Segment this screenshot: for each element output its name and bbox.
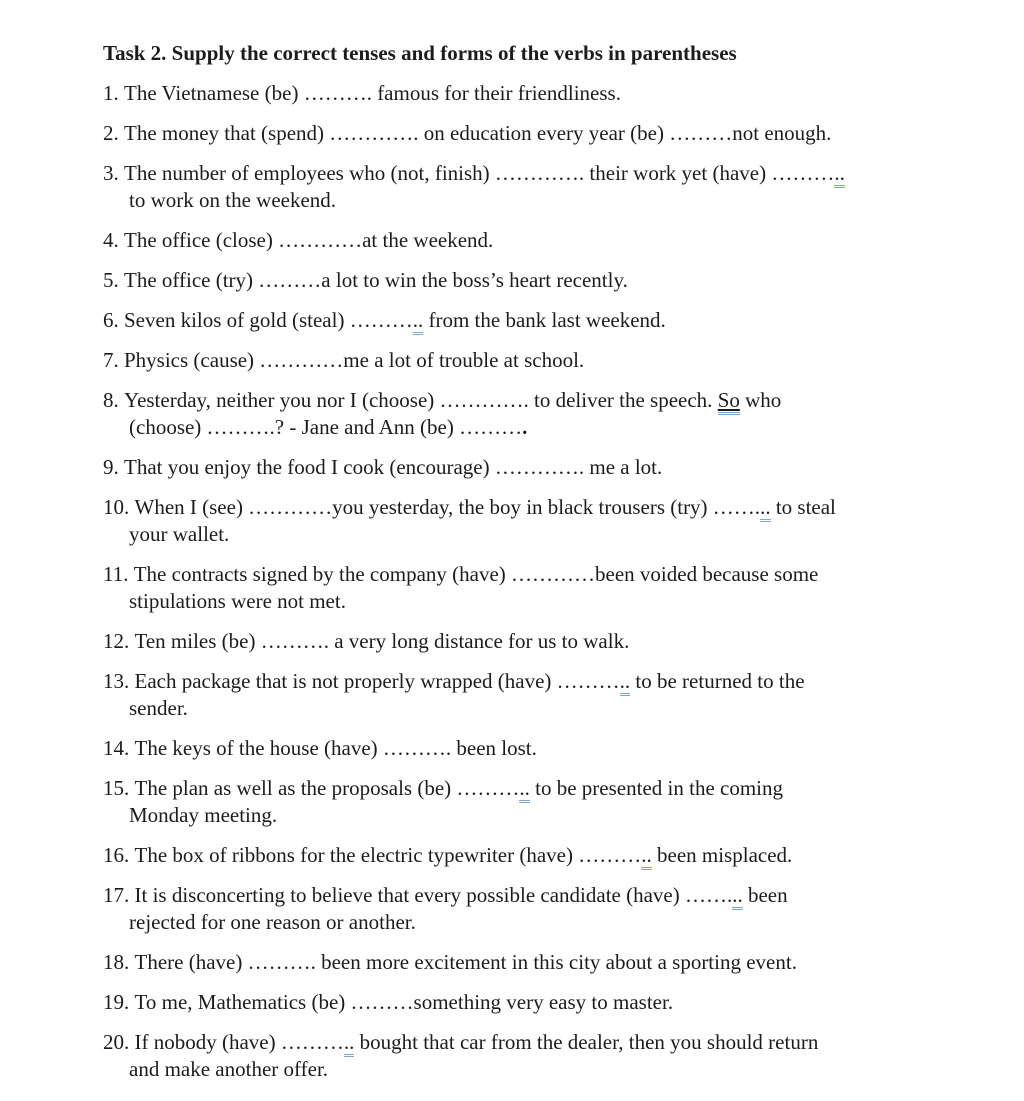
item-number: 17.: [103, 883, 135, 907]
item-text: to be returned to the: [630, 669, 805, 693]
item-number: 12.: [103, 629, 135, 653]
task-title: Task 2. Supply the correct tenses and forms of the verbs in parentheses: [103, 41, 737, 65]
item-text: and make another offer.: [129, 1057, 329, 1081]
item-number: 18.: [103, 950, 135, 974]
item-number: 3.: [103, 161, 124, 185]
item-text: The number of employees who (not, finish) …………. their work yet (have) ………: [124, 161, 835, 185]
grammar-check-mark: ..: [760, 495, 771, 522]
item-text: to work on the weekend.: [129, 188, 337, 212]
item-text: The keys of the house (have) ………. been lost.: [134, 736, 537, 760]
exercise-item-7: [103, 347, 966, 374]
item-number: 1.: [103, 81, 124, 105]
item-text: been: [742, 883, 788, 907]
grammar-check-mark: ..: [641, 843, 652, 870]
grammar-check-mark: ..: [834, 161, 845, 188]
item-text: The office (close) …………at the weekend.: [124, 228, 494, 252]
item-number: 11.: [103, 562, 134, 586]
grammar-check-mark: ..: [344, 1030, 355, 1057]
exercise-item-9: [103, 454, 966, 481]
item-text: Yesterday, neither you nor I (choose) …………. to deliver the speech.: [124, 388, 718, 412]
item-number: 15.: [103, 776, 135, 800]
item-number: 7.: [103, 348, 124, 372]
item-number: 4.: [103, 228, 124, 252]
item-number: 2.: [103, 121, 124, 145]
exercise-item-16: [103, 842, 966, 869]
item-text: The Vietnamese (be) ………. famous for their friendliness.: [124, 81, 621, 105]
exercise-item-19: [103, 989, 966, 1016]
item-number: 10.: [103, 495, 135, 519]
exercise-item-6: [103, 307, 966, 334]
item-text: Seven kilos of gold (steal) ………: [124, 308, 413, 332]
item-text: .: [522, 415, 528, 439]
item-text: The office (try) ………a lot to win the boss’s heart recently.: [124, 268, 628, 292]
item-number: 14.: [103, 736, 135, 760]
item-text: stipulations were not met.: [129, 589, 346, 613]
item-text: To me, Mathematics (be) ………something very easy to master.: [134, 990, 674, 1014]
item-text: The money that (spend) …………. on education every year (be) ………not enough.: [124, 121, 832, 145]
item-number: 5.: [103, 268, 124, 292]
item-text: That you enjoy the food I cook (encourage) …………. me a lot.: [124, 455, 663, 479]
exercise-item-2: [103, 120, 966, 147]
grammar-check-mark: ..: [413, 308, 424, 335]
item-number: 19.: [103, 990, 135, 1014]
item-text: Ten miles (be) ………. a very long distance for us to walk.: [134, 629, 630, 653]
item-text: to be presented in the coming: [529, 776, 784, 800]
item-text: The contracts signed by the company (have) …………been voided because some: [133, 562, 819, 586]
item-number: 9.: [103, 455, 124, 479]
item-text: been misplaced.: [651, 843, 793, 867]
item-text: who: [739, 388, 782, 412]
item-text: The plan as well as the proposals (be) ………: [134, 776, 520, 800]
item-number: 20.: [103, 1030, 135, 1054]
exercise-item-17: [103, 882, 966, 936]
exercise-item-15: [103, 775, 966, 829]
item-text: (choose) ……….? - Jane and Ann (be) ………: [129, 415, 523, 439]
item-text: bought that car from the dealer, then you should return: [354, 1030, 819, 1054]
exercise-item-5: [103, 267, 966, 294]
item-number: 16.: [103, 843, 135, 867]
item-text: sender.: [129, 696, 188, 720]
grammar-check-mark: ..: [732, 883, 743, 910]
exercise-item-14: [103, 735, 966, 762]
item-number: 6.: [103, 308, 124, 332]
exercise-item-4: [103, 227, 966, 254]
grammar-check-mark: ..: [620, 669, 631, 696]
exercise-item-1: [103, 80, 966, 107]
item-text: Monday meeting.: [129, 803, 278, 827]
exercise-list: [103, 80, 966, 1083]
item-text: from the bank last weekend.: [423, 308, 666, 332]
exercise-item-10: [103, 494, 966, 548]
exercise-item-8: [103, 387, 966, 441]
item-text: Physics (cause) …………me a lot of trouble at school.: [124, 348, 585, 372]
item-text: It is disconcerting to believe that every possible candidate (have) …….: [134, 883, 733, 907]
grammar-check-mark: ..: [519, 776, 530, 803]
exercise-item-20: [103, 1029, 966, 1083]
exercise-item-3: [103, 160, 966, 214]
item-text: to steal: [770, 495, 836, 519]
exercise-item-13: [103, 668, 966, 722]
item-text: rejected for one reason or another.: [129, 910, 416, 934]
item-text: The box of ribbons for the electric typewriter (have) ………: [134, 843, 642, 867]
exercise-item-12: [103, 628, 966, 655]
grammar-check-mark: So: [718, 388, 740, 415]
item-text: Each package that is not properly wrapped (have) ………: [134, 669, 620, 693]
item-text: your wallet.: [129, 522, 230, 546]
item-text: There (have) ………. been more excitement in this city about a sporting event.: [134, 950, 797, 974]
item-number: 13.: [103, 669, 135, 693]
item-text: If nobody (have) ………: [134, 1030, 344, 1054]
item-number: 8.: [103, 388, 124, 412]
exercise-item-11: [103, 561, 966, 615]
item-text: When I (see) …………you yesterday, the boy in black trousers (try) …….: [134, 495, 761, 519]
exercise-item-18: [103, 949, 966, 976]
